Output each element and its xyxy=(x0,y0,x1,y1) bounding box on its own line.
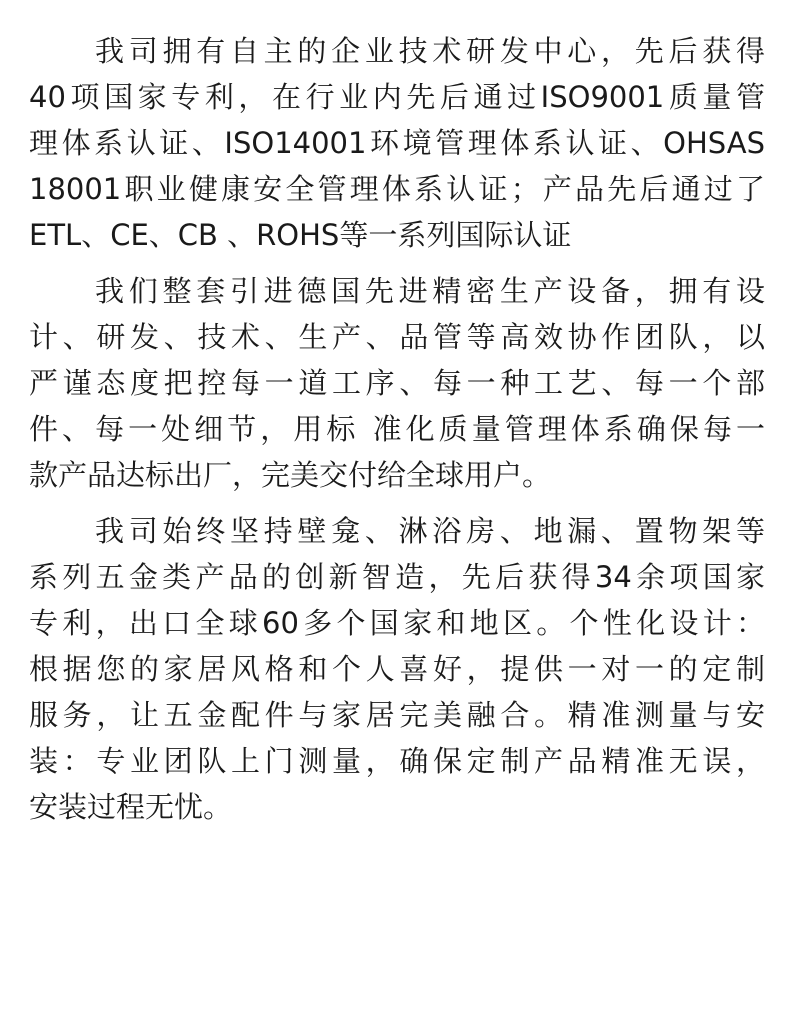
paragraph-products-services xyxy=(29,508,765,830)
text-line: 我们整套引进德国先进精密生产设备，拥有设 xyxy=(95,274,765,308)
text-line: 40项国家专利，在行业内先后通过ISO9001质量管 xyxy=(29,80,765,114)
text-line: 装：专业团队上门测量，确保定制产品精准无误， xyxy=(29,744,765,778)
text-line: 我司拥有自主的企业技术研发中心，先后获得 xyxy=(95,34,765,68)
text-line: 安装过程无忧。 xyxy=(29,790,233,824)
text-line: 系列五金类产品的创新智造，先后获得34余项国家 xyxy=(29,560,765,594)
text-line: ETL、CE、CB 、ROHS等一系列国际认证 xyxy=(29,218,572,252)
text-line: 款产品达标出厂，完美交付给全球用户。 xyxy=(29,458,552,492)
text-line: 服务，让五金配件与家居完美融合。精准测量与安 xyxy=(29,698,765,732)
text-line: 严谨态度把控每一道工序、每一种工艺、每一个部 xyxy=(29,366,765,400)
text-line: 件、每一处细节，用标 准化质量管理体系确保每一 xyxy=(29,412,765,446)
text-line: 专利，出口全球60多个国家和地区。个性化设计： xyxy=(29,606,765,640)
text-line: 我司始终坚持壁龛、淋浴房、地漏、置物架等 xyxy=(95,514,765,548)
text-line: 18001职业健康安全管理体系认证；产品先后通过了 xyxy=(29,172,765,206)
document-body xyxy=(29,28,765,830)
text-line: 理体系认证、ISO14001环境管理体系认证、OHSAS xyxy=(29,126,765,160)
paragraph-production-equipment xyxy=(29,268,765,498)
text-line: 计、研发、技术、生产、品管等高效协作团队，以 xyxy=(29,320,765,354)
text-line: 根据您的家居风格和个人喜好，提供一对一的定制 xyxy=(29,652,765,686)
paragraph-rd-certifications xyxy=(29,28,765,258)
